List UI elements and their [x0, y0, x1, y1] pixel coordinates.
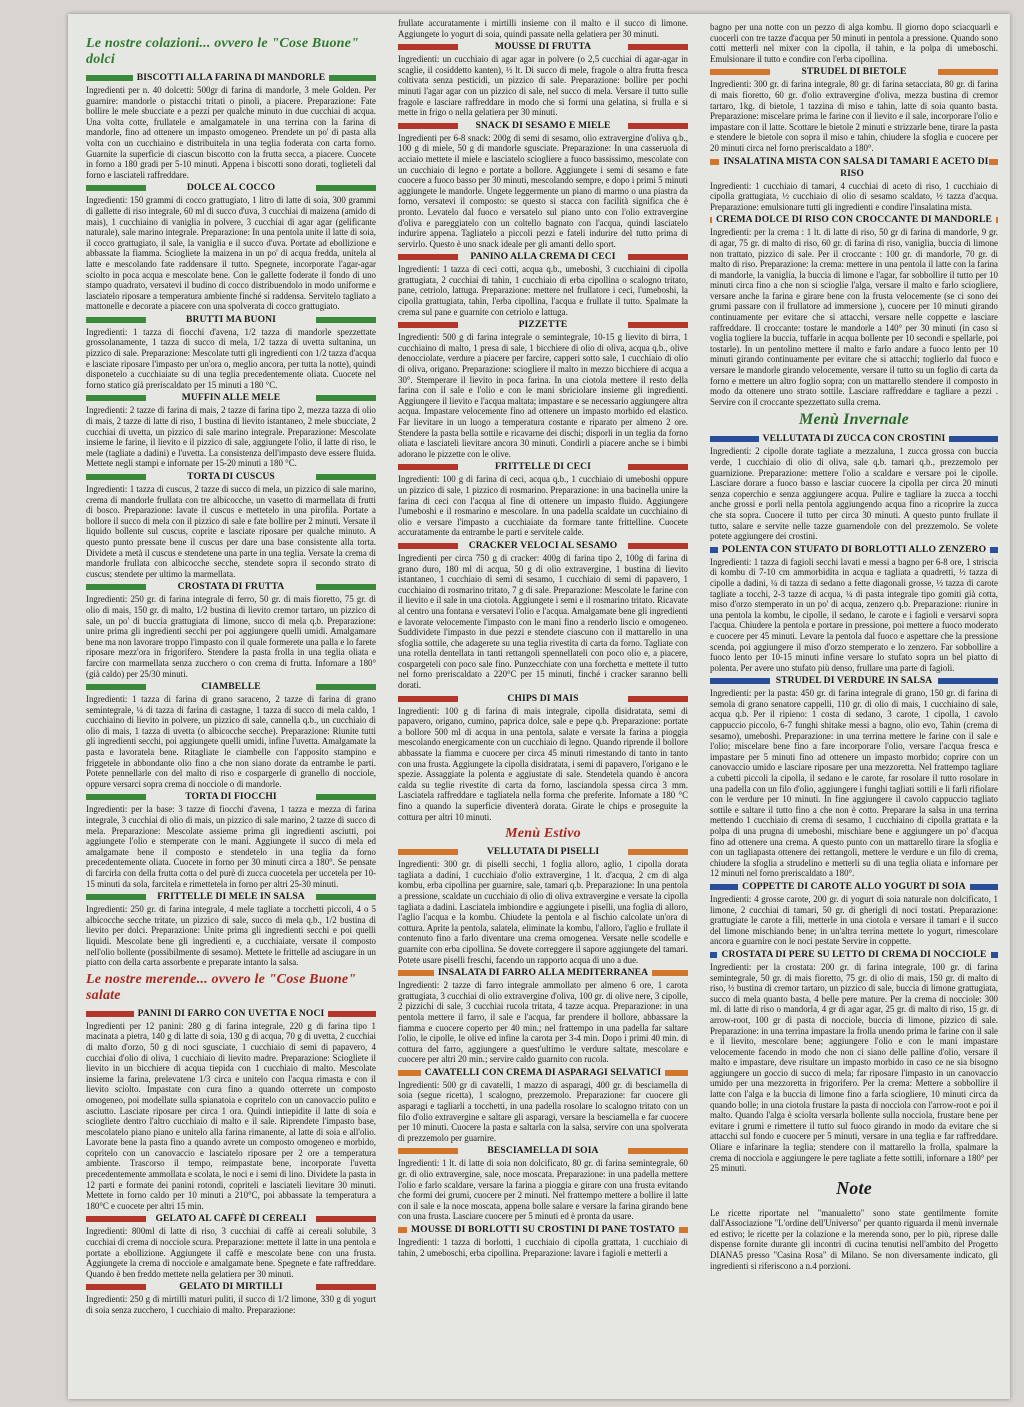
recipe	[398, 120, 688, 250]
recipe-title	[710, 949, 998, 961]
title-bar-right	[316, 395, 376, 401]
recipe-body: Ingredienti: 150 grammi di cocco grattugiato, 1 litro di latte di soia, 300 grammi di gallette di riso integrale, 60 ml di succo d'uva, 3 cucchiai di maizena (amido di mais), 1 cucchiaino di vaniglia in polvere, 3 cucchiai di agar agar (gelificante naturale), sale marino integrale. Preparazione: In una pentola unite il latte di soia, il cocco grattugiato, il sale, la vaniglia e il succo d'uva. Portate ad ebollizione e abbassate la fiamma. Sciogliete la maizena in un po' di acqua fredda, unitela al latte e mescolando fate raddensare il tutto. Spegnete, incorporate l'agar-agar sciolto in poca acqua e mescolate bene. Con le gallette foderate il fondo di uno stampo quadrato, versatevi il budino di cocco distribuendolo in modo uniforme e lasciatelo riposare a temperatura ambiente finché si raddensa. Servitelo tagliato a mattonelle e decorate a piacere con una spolverata di cocco grattugiato.	[86, 195, 376, 312]
column-right	[710, 22, 998, 1280]
title-bar-left	[398, 254, 458, 260]
note-text: Le ricette riportate nel "manualetto" sono state gentilmente fornite dall'Associazione "L'ordine dell'Universo" per quanto riguarda il menù invernale ed estivo; le ricette per la colazione e la merenda sono, per lo più, riprese dalle dispense fornite durante gli incontri di cucina tenutisi nell'ambito del Progetto DIANA5 presso "Casina Rosa" di Milano. Se non diversamente indicato, gli ingredienti si riferiscono a n.4 porzioni.	[710, 1207, 998, 1271]
recipe-title-text: CAVATELLI CON CREMA DI ASPARAGI SELVATICI	[421, 1067, 665, 1078]
title-bar-right	[628, 123, 688, 129]
recipe-body: Ingredienti: 1 tazza di borlotti, 1 cucchiaio di cipolla grattata, 1 cucchiaio di tahin, 2 umeboschi, erba cipollina. Preparazione: lavare i fagioli e metterli a	[398, 1237, 688, 1258]
title-bar-left	[86, 794, 146, 800]
title-bar-right	[316, 1216, 376, 1222]
title-bar-left	[398, 464, 458, 470]
title-bar-right	[316, 794, 376, 800]
recipe-title-text: VELLUTATA DI ZUCCA CON CROSTINI	[759, 433, 950, 444]
recipe	[710, 949, 998, 1174]
recipe	[86, 791, 376, 889]
recipe-body: Ingredienti: 2 cipolle dorate tagliate a mezzaluna, 1 zucca grossa con buccia verde, 1 cucchiaio di olio di oliva, sale q.b. tamari q.b., prezzemolo per guarnizione. Preparazione: mettere l'olio a scaldare e versare poi le cipolle. Lasciare dorare a fuoco basso e lasciar cuocere la cipolla per circa 20 minuti senza coperchio e senza aggiungere acqua. Pulire e tagliare la zucca a tocchi anche grossi e porli nella pentola aggiungendo acqua fino a ricoprire la zucca che sta sopra. Cuocere il tutto per circa 30 minuti. A questo punto frullate il tutto, salare e servite nelle tazze guarnendole con del prezzemolo. Se volete potete aggiungere dei crostini.	[710, 446, 998, 542]
title-bar-left	[398, 1148, 458, 1154]
recipe-title-text: STRUDEL DI BIETOLE	[797, 66, 910, 77]
recipe-body: Ingredienti: 100 g di farina di ceci, acqua q.b., 1 cucchiaio di umeboshi oppure un pizzico di sale, 1 pizzico di rosmarino. Preparazione: in una bacinella unire la farina di ceci con l'acqua al fine di ottenere un impasto fluido. Aggiungere l'umeboshi e il rosmarino e mescolare. In una padella scaldate un cucchiaino di olio e versare l'impasto a cucchiaiate da formare tante frittelline. Cuocete accuratamente da entrambe le parti e servitele calde.	[398, 474, 688, 538]
recipe	[86, 1213, 376, 1279]
recipe-body: Ingredienti: 1 cucchiaio di tamari, 4 cucchiai di aceto di riso, 1 cucchiaio di cipolla grattugiata, ½ cucchiaio di olio di sesamo scaldato, ½ tazza d'acqua. Preparazione: emulsionare tutti gli ingredienti e condire l'insalatina mista.	[710, 180, 998, 212]
recipe-title-text: INSALATINA MISTA CON SALSA DI TAMARI E ACETO DI RISO	[719, 156, 988, 179]
recipe	[710, 433, 998, 541]
recipe	[86, 182, 376, 312]
recipe-title	[398, 319, 688, 331]
recipe-title-text: SNACK DI SESAMO E MIELE	[471, 120, 614, 131]
recipe-title-text: VELLUTATA DI PISELLI	[483, 846, 603, 857]
title-bar-right	[628, 44, 688, 50]
recipe	[86, 471, 376, 579]
title-bar-right	[628, 322, 688, 328]
recipe-title-text: CROSTATA DI FRUTTA	[174, 581, 289, 592]
recipe-body: Ingredienti: 250 gr. di farina integrale, 4 mele tagliate a tocchetti piccoli, 4 o 5 albicocche secche tritate, un pizzico di sale, succo di mela q.b., 1/2 bustina di lievito per dolci. Preparazione: Unite prima gli ingredienti secchi e poi quelli liquidi. Mescolate bene gli ingredienti e, a cucchiaiate, versate il composto nell'olio bollente (possibilmente di sesamo). Mettete le frittelle ad asciugare in un piatto con della carta assorbente e preparate intanto la salsa.	[86, 904, 376, 968]
recipe	[398, 967, 688, 1065]
recipe	[86, 392, 376, 469]
recipe-title-text: CREMA DOLCE DI RISO CON CROCCANTE DI MANDORLE	[712, 214, 996, 225]
title-bar-left	[398, 123, 458, 129]
title-bar-left	[710, 678, 770, 684]
title-bar-right	[628, 464, 688, 470]
recipe	[86, 314, 376, 391]
recipe-title-text: BISCOTTI ALLA FARINA DI MANDORLE	[133, 72, 330, 83]
recipe-body: Ingredienti: 4 grosse carote, 200 gr. di yogurt di soia naturale non dolcificato, 1 limone, 2 cucchiai di tamari, 50 gr. di gherigli di noci tostati. Preparazione: grattugiate le carote a fili, metterle in una ciotola e versare il tamari e il succo del limone mischiando bene; in un'altra terrina mettete lo yogurt, rimescolare ancora e guarnire con le noci pestate Servire in coppette.	[710, 893, 998, 947]
recipe-body: Ingredienti per 6-8 snack: 200g di semi di sesamo, olio extravergine d'oliva q.b., 100 g di miele, 50 g di mandorle sgusciate. Preparazione: In una casseruola di acciaio mettete il miele e lasciatelo sciogliere a fuoco bassissimo, mescolate con un cucchiaio di legno e portate a bollore. Aggiungete i semi di sesamo e fate cuocere a fuoco basso per 30 minuti, mescolando sempre, e dopo i primi 5 minuti aggiungete le mandorle. Ungete leggermente un piano di marmo o una piastra da forno, versatevi il composto: se questo si stacca con facilità significa che è pronto. Levatelo dal fuoco e versatelo sul piano unto con l'olio extravergine d'oliva e pareggiatelo con un coltello bagnato con l'acqua, quindi lasciatelo indurire appena. Tagliatelo a piccoli pezzi e fateli indurire del tutto prima di servirlo. Questo è uno snack ideale per gli amanti dello sport.	[398, 132, 688, 249]
recipe-title	[86, 314, 376, 326]
recipe-title	[710, 881, 998, 893]
section-heading: Menù Invernale	[799, 411, 909, 429]
recipe-title	[86, 182, 376, 194]
recipe-title-text: DOLCE AL COCCO	[183, 182, 279, 193]
recipe	[86, 681, 376, 789]
title-bar-right	[316, 185, 376, 191]
title-bar-right	[316, 894, 376, 900]
title-bar-left	[398, 322, 458, 328]
recipe-title-text: BRUTTI MA BUONI	[182, 314, 280, 325]
title-bar-left	[86, 584, 146, 590]
recipe	[86, 1281, 376, 1315]
section-heading: Le nostre colazioni... ovvero le "Cose Buone" dolci	[86, 36, 360, 67]
recipe-body: Ingredienti: per la base: 3 tazze di fiocchi d'avena, 1 tazza e mezza di farina integrale, 3 cucchiai di olio di mais, un pizzico di sale marino, 2 tazze di succo di mela. Preparazione: Mescolate assieme prima gli ingredienti asciutti, poi aggiungete l'olio e stemperate con le mani. Aggiungete il succo di mela ed amalgamate bene il composto e stendetelo in una teglia da forno precedentemente oliata. Cuocete in forno per 30 minuti circa a 180°. Se pensate di farcirla con della frutta cotta o del purè di zucca cuocetela per uccetela per 10-15 minuti da sola, farcitela e rimettetela in forno per altri 25-30 minuti.	[86, 804, 376, 889]
title-bar-left	[86, 317, 146, 323]
recipe-body: Ingredienti: 500 gr di cavatelli, 1 mazzo di asparagi, 400 gr. di besciamella di soia (segue ricetta), 1 scalogno, prezzemolo. Preparazione: far cuocere gli asparagi e tagliarli a tocchetti, in una padella rosolare lo scalogno tritato con un filo d'olio extravergine e saltare gli asparagi, versare la besciamella e far cuocere per 10 minuti. Cuocere la pasta e saltarla con la salsa, servire con una spolverata di prezzemolo per guarnire.	[398, 1079, 688, 1143]
recipe-body: Ingredienti: 1 tazza di fagioli secchi lavati e messi a bagno per 6-8 ore, 1 striscia di kombu di 7-10 cm ammorbidita in acqua e tagliata a quadretti, ½ tazza di cipolle a dadini, ¼ di tazza di sedano a fette diagonali grosse, ½ tazza di carote tagliate a tocchi, 2-3 tazze di acqua, ¼ di pasta integrale tipo gomiti già cotta, miso d'orzo stemperato in un po' di acqua, zenzero q.b. Preparazione: riunire in una pentola la kombu, le cipolle, il sedano, le carote e i fagioli e versarvi sopra l'acqua. Chiudere la pentola e portare in pressione, poi mettere a fuoco moderato e cuocere per 45 minuti. Levare la pentola dal fuoco e aspettare che la pressione scenda, poi aggiungere il miso d'orzo stemperato e lo zenzero. Far sobbollire a fuoco lento per 10-15 minuti infine versare lo stufato sopra un bel piatto di polenta. Per avere uno stufato più denso, frullare una parte di fagioli.	[710, 556, 998, 673]
recipe	[710, 881, 998, 947]
recipe-title	[86, 1281, 376, 1293]
column-left	[86, 32, 376, 1316]
recipe-title-text: CHIPS DI MAIS	[503, 693, 582, 704]
recipe	[710, 544, 998, 674]
recipe-title	[710, 544, 998, 556]
recipe-title	[398, 693, 688, 705]
title-bar-right	[316, 584, 376, 590]
title-bar-right	[316, 317, 376, 323]
title-bar-left	[86, 185, 146, 191]
recipe-body: Ingredienti: per la pasta: 450 gr. di farina integrale di grano, 150 gr. di farina di semola di grano senatore cappelli, 110 gr. di olio di mais, 1 cucchiaino di sale, acqua q.b. Per il ripieno: 1 costa di sedano, 3 carote, 1 cipolla, 1 cavolo cappuccio piccolo, 6-7 funghi shitake messi a bagno, olio evo, Tahin (crema di sesamo), umeboshi. Preparazione: in una terrina mettere le farine con il sale e l'olio; miscelare bene fino a fare incorporare l'olio, versare l'acqua fresca e impastare per 5 minuti fino ad ottenere un impasto morbido; coprire con un canovaccio umido e lasciare riposare per una mezzoretta. Nel frattempo tagliare a cubetti piccoli la cipolla, il sedano e le carote, far rosolare il tutto rosolare in una padella con un filo d'olio, aggiungere i funghi tagliati sottili e li farli rifiolare con le verdure per 10 minuti. In fine aggiungere il cavolo cappuccio tagliato sottile e saltare il tutto fino a che non è cotto. Preparare la salsa in una terrina mettendo 1 cucchiaio di crema di sesamo, 1 cucchiaino di cipolla grattata e la polpa di una prugna di umeboshi, mischiare bene e aggiungere un po' d'acqua fino ad ottenere una crema. A questo punto con un mattarello tirare la sfoglia e con un tagliapasta ottenere dei rettangoli, mettere le verdure e un filo di crema, chiudere la sfoglia a strudelino e metterli su di una teglia oliata e infornare per 12 minuti nel forno preriscaldato a 180°.	[710, 688, 998, 879]
recipe-body: Ingredienti: 500 g di farina integrale o semintegrale, 10-15 g lievito di birra, 1 cucchiaino di malto, 1 presa di sale, 1 bicchiere di olio di oliva, acqua q.b., olive denocciolate, verdure a piacere per farcire, capperi sotto sale, 1 cucchiaio di olio di oliva, origano. Preparazione: sciogliere il malto in mezzo bicchiere di acqua a 30°. Stemperare il lievito in poca farina. In una ciotola mettere il resto della farina con il sale e l'olio e con le mani sbriciolare insieme gli ingredienti. Aggiungere il lievito e l'acqua maltata; impastare e se necessario aggiungere altra acqua. Impastare velocemente fino ad ottenere un impasto morbido ed elastico. Far lievitare in un luogo a temperatura costante e riparato per almeno 2 ore. Stendere la pasta bella sottile e ricavarne dei dischi; disporli in un teglia da forno oliata e lasciateli lievitare ancora 30 minuti. Condirli a piacere anche se i bimbi adorano le pizzette con le olive.	[398, 332, 688, 459]
recipe-body: Ingredienti: 800ml di latte di riso, 3 cucchiai di caffè ai cereali solubile, 3 cucchiai di crema di nocciole scura. Preparazione: mettete il latte in una pentola e portate a ebollizione. Aggiungete il caffè e mescolate bene con una frusta. Aggiungete la crema di nocciole e amalgamate bene. Spegnete e fate raffreddare. Quando è ben freddo mettete nella gelatiera per 30 minuti.	[86, 1226, 376, 1279]
recipe-title	[86, 1213, 376, 1225]
recipe-body: Ingredienti: 300 gr. di piselli secchi, 1 foglia alloro, aglio, 1 cipolla dorata tagliata a dadini, 1 cucchiaio d'olio extravergine, 1 lt. d'acqua, 2 cm di alga kombu, erba cipollina per guarnire, sale, tamari q.b. Preparazione: In una pentola a pressione, scaldate un cucchiaio di olio di oliva extravergine e versate la cipolla tagliata a dadini. Lasciatela imbiondire e aggiungete i piselli, una foglia di alloro, l'aglio l'acqua e la kombu. Chiudete la pentola e al fischio calcolate un'ora di cottura. Aprite la pentola, salatela, eliminate la kombu, l'alloro, l'aglio e frullate il contenuto fino a farlo diventare una crema omogenea. Versate nelle scodelle e guarnite con erba cipollina. Se dovete correggere il sapore aggiungete del tamari. Potete usare piselli freschi, facendo un rapporto acqua di uno a due.	[398, 859, 688, 965]
recipe-title-text: STRUDEL DI VERDURE IN SALSA	[772, 675, 937, 686]
recipe	[398, 1067, 688, 1144]
recipe-body: Ingredienti: 2 tazze di farro integrale ammollato per almeno 6 ore, 1 carota grattugiata, 3 cucchiai di olio extravergine d'oliva, 100 gr. di olive nere, 3 cipolle, 2 pizzichi di sale, 3 cucchiai rucola tritata, 4 tazze acqua. Preparazione: in una pentola mettere il farro, il sale e l'acqua, far prendere il bollore, abbassare la fiamma e cuocere coperto per 40 min.; nel frattempo in una padella far saltare l'olio, le cipolle, le olive ed infine la carota per 3-4 min. Dopo i primi 40 min. di cottura del farro, aggiungere a quest'ultimo le verdure saltate, mescolare e cuocere per altri 20 min.; servire caldo guarnito con rucola.	[398, 980, 688, 1065]
recipe-title-text: GELATO AL CAFFÈ DI CEREALI	[152, 1213, 311, 1224]
recipe-title-text: POLENTA CON STUFATO DI BORLOTTI ALLO ZENZERO	[718, 544, 990, 555]
column-middle	[398, 18, 688, 1258]
title-bar-left	[86, 1284, 146, 1290]
recipe-title	[710, 156, 998, 180]
recipe-title-text: MOUSSE DI FRUTTA	[491, 41, 595, 52]
recipe-title-text: CRACKER VELOCI AL SESAMO	[465, 540, 622, 551]
recipe	[398, 1224, 688, 1258]
recipe-title-text: GELATO DI MIRTILLI	[175, 1281, 286, 1292]
title-bar-left	[86, 894, 146, 900]
recipe-title	[398, 1145, 688, 1157]
recipe	[86, 891, 376, 968]
title-bar-right	[316, 684, 376, 690]
recipe	[398, 1145, 688, 1222]
recipe-body: Ingredienti: 1 tazza di ceci cotti, acqua q.b., umeboshi, 3 cucchiaini di cipolla grattugiata, 2 cucchiai di tahin, 1 cucchiaio di erba cipollina o scalogno tritato, pane, cetriolo, lattuga. Preparazione: mettere nel frullatore i ceci, l'umeboshi, la cipolla grattugiata, tahin, l'erba cipollina, l'acqua e frullate il tutto. Spalmate la crema sul pane e guarnite con cetriolo e lattuga.	[398, 264, 688, 317]
title-bar-right	[628, 696, 688, 702]
recipe-title	[398, 540, 688, 552]
recipe-title	[86, 471, 376, 483]
recipe	[86, 581, 376, 679]
recipe-body: Ingredienti: 100 g di farina di mais integrale, cipolla disidratata, semi di papavero, origano, cumino, paprica dolce, sale e pepe q.b. Preparazione: portate a bollore 500 ml di acqua in una pentola, salate e versate la farina a pioggia mescolando energicamente con un cucchiaio di legno. Quando riprende il bollore abbassate la fiamma e cuocere per circa 45 minuti rimestando di tanto in tanto con una frusta. Aggiungete la cipolla disidratata, i semi di papavero, l'origano e le spezie. Assaggiate la polenta e aggiustate di sale. Stendetela quando è ancora calda su teglie rivestite di carta da forno, lasciandola spessa circa 3 mm. Lasciatela raffreddare e tagliatela nella forma che preferite. Infornate a 180 °C fino a quando la superficie diventerà dorata. Girate le chips e proseguite la cottura per altri 10 minuti.	[398, 705, 688, 822]
title-bar-right	[628, 543, 688, 549]
recipe-title	[398, 461, 688, 473]
recipe-title-text: BESCIAMELLA DI SOIA	[483, 1145, 602, 1156]
section-heading: Le nostre merende... ovvero le "Cose Buone" salate	[86, 971, 357, 1003]
title-bar-right	[316, 474, 376, 480]
recipe	[710, 66, 998, 153]
recipe-body: Ingredienti: 1 lt. di latte di soia non dolcificato, 80 gr. di farina semintegrale, 60 gr. di olio extravergine, sale, noce moscata. Preparazione: in una padella mettere l'olio e farlo scaldare, versare la farina a pioggia e girare con una frusta evitando che formi dei grumi, cuocere per 2 minuti. Nel frattempo mettere a bollire il latte con il sale e la noce moscata, appena bolle salare e versare la farina girando bene con una frusta. Lasciare cuocere per 5 minuti ed è pronta da usare.	[398, 1158, 688, 1222]
title-bar-left	[398, 696, 458, 702]
recipe	[398, 41, 688, 118]
recipe-title-text: INSALATA DI FARRO ALLA MEDITERRANEA	[434, 967, 652, 978]
recipe	[710, 156, 998, 213]
title-bar-left	[398, 543, 458, 549]
title-bar-right	[938, 678, 998, 684]
recipe-title-text: FRITTELLE DI CECI	[491, 461, 595, 472]
recipe	[398, 319, 688, 459]
title-bar-left	[398, 44, 458, 50]
recipe-title	[86, 1008, 376, 1020]
recipe	[398, 461, 688, 538]
recipe-title	[710, 214, 998, 226]
recipe	[710, 675, 998, 879]
title-bar-right	[316, 1284, 376, 1290]
document-page	[68, 14, 1010, 1399]
recipe-body: Ingredienti: 250 gr. di farina integrale di ferro, 50 gr. di mais fioretto, 75 gr. di olio di mais, 150 gr. di malto, 1/2 bustina di lievito cremor tartaro, un pizzico di sale, un po' di buccia grattugiata di limone, succo di mela q.b. Preparazione: unire prima gli ingredienti secchi per poi aggiungere quelli umidi. Amalgamare bene ma non lavorare troppo l'impasto con il quale formerete una palla e lo farete riposare mezz'ora in frigorifero. Stendere la pasta frolla in una teglia oliata e farcire con marmellata senza zucchero o con crema di frutta. Infornare a 180° (già caldo) per 25/30 minuti.	[86, 594, 376, 679]
recipe-body: Ingredienti: un cucchiaio di agar agar in polvere (o 2,5 cucchiai di agar-agar in scaglie, il cosiddetto kanten), ½ lt. Di succo di mele, fragole o altra frutta fresca coltivata senza pesticidi, un pizzico di sale. Preparazione: bollire per pochi minuti l'agar agar con un pizzico di sale, nel succo di mela. Versare il tutto sulle fragole e lasciare raffreddare in modo che si formi una gelatina, si frulla e si mette in frigo o nella gelatiera per 30 minuti.	[398, 54, 688, 118]
recipe-title	[86, 891, 376, 903]
title-bar-left	[86, 1216, 146, 1222]
title-bar-right	[628, 254, 688, 260]
recipe-title-text: TORTA DI FIOCCHI	[181, 791, 281, 802]
recipe-title	[710, 66, 998, 78]
recipe	[86, 1008, 376, 1212]
recipe-title-text: TORTA DI CUSCUS	[183, 471, 279, 482]
title-bar-right	[628, 1148, 688, 1154]
recipe-title	[398, 120, 688, 132]
recipe-title	[398, 1224, 688, 1236]
recipe-body: Ingredienti per circa 750 g di cracker: 400g di farina tipo 2, 100g di farina di grano duro, 180 ml di acqua, 50 g di olio extravergine, 1 bustina di lievito istantaneo, 1 cucchiaio di semi di sesamo, 1 cucchiaio di semi di papavero, 1 cucchiaino di rosmarino tritato, 7 g di sale. Preparazione: Mescolate le farine con il lievito e il sale in una ciotola. Aggiungete i semi e il rosmarino tritato. Ricavate al centro una fontana e versatevi l'olio e l'acqua. Amalgamate bene gli ingredienti e lavorate velocemente l'impasto con le mani fino a renderlo liscio e omogeneo. Suddividete l'impasto in due pezzi e stendete ciascuno con il mattarello in una sfoglia sottile, che adagerete su una teglia rivestita di carta da forno. Tagliate con una rotella dentellata in tanti rettangoli spennellateli con poco olio e, a piacere, cospargeteli con poco sale fino. Punzecchiate con una forchetta e mettete il tutto nel forno preriscaldato a 220°C per 15 minuti, finché i cracker saranno belli dorati.	[398, 552, 688, 691]
recipe-title-text: MUFFIN ALLE MELE	[178, 392, 285, 403]
recipe-title	[86, 681, 376, 693]
title-bar-left	[398, 849, 458, 855]
recipe-title-text: PIZZETTE	[515, 319, 572, 330]
section-heading: Menù Estivo	[505, 826, 581, 842]
recipe-title	[86, 392, 376, 404]
recipe-body: Ingredienti per n. 40 dolcetti: 500gr di farina di mandorle, 3 mele Golden. Per guarnire: mandorle o pistacchi tritati o pinoli, a piacere. Preparazione: Fate bollire le mele sbucciate e a pezzi per qualche minuto in due cucchiai di acqua. Una volta cotte, frullatele e amalgamatele in una terrina con la farina di mandorle, fino ad ottenere un impasto omogeneo. Prendete un po' di pasta alla volta con un cucchiaino e distribuitela in una teglia foderata con carta forno. Guarnite la superficie di ciascun biscotto con la frutta secca, a piacere. Cuocete in forno a 180 gradi per 5-10 minuti. Appena i biscotti sono dorati, toglieteli dal forno e lasciateli raffreddare.	[86, 85, 376, 180]
recipe-title-text: PANINO ALLA CREMA DI CECI	[466, 251, 619, 262]
recipe-title-text: MOUSSE DI BORLOTTI SU CROSTINI DI PANE TOSTATO	[407, 1224, 679, 1235]
recipe	[398, 251, 688, 317]
recipe-title	[398, 251, 688, 263]
recipe	[710, 214, 998, 407]
section-heading: Note	[836, 1177, 872, 1198]
title-bar-left	[86, 395, 146, 401]
recipe-body: Ingredienti: 250 g di mirtilli maturi puliti, il succo di 1/2 limone, 330 g di yogurt di soia senza zucchero, 1 cucchiaio di malto. Preparazione:	[86, 1294, 376, 1315]
recipe-body: Ingredienti: 1 tazza di fiocchi d'avena, 1/2 tazza di mandorle spezzettate grossolanamente, 1 tazza di succo di mela, 1/2 tazza di uvetta sultanina, un pizzico di sale. Preparazione: Mescolate tutti gli ingredienti con 1/2 tazza d'acqua e lasciate riposare l'impasto per un'ora o, meglio ancora, per tutta la notte), quindi disponetelo a cucchiaiate su di una teglia precedentemente oliata. Cuocete nel forno statico già preriscaldato per 15 minuti a 180 °C.	[86, 326, 376, 390]
recipe-body: Ingredienti: per la crostata: 200 gr. di farina integrale, 100 gr. di farina semintegrale, 50 gr. di mais fioretto, 75 gr. di olio di mais, 150 gr. di malto di riso, ½ bustina di cremor tartaro, un pizzico di sale, buccia di limone grattugiata, succo di mela quanto basta, 4 belle pere mature. Per la crema di nocciole: 300 ml. di latte di riso o mandorla, 4 gr di agar agar, 25 gr. di malto di riso, 15 gr. di arrow-root, 100 gr di pasta di nocciole, buccia di limone, pizzico di sale. Preparazione: in una terrina impastare la frolla unendo prima le farine con il sale e il lievito, mescolare bene; aggiungere l'olio e con le mani impastare velocemente facendo in modo che non ci siano delle palline d'olio, versare il malto e impastare, deve risultare un impasto morbido in caso ce ne sia bisogno aggiungere un goccio di succo di mela; far riposare l'impasto in un canovaccio umido per una mezzoretta in frigorifero. Per la crema: Mettere a sobbollire il latte con l'alga e la buccia di limone fino a farla sciogliere, 10 minuti circa da quando bolle; in una ciotola frustare la pasta di nocciola con l'arrow-root e poi il malto. Quando l'alga è sciolta versarla bollente sulla nocciola, frustare bene per evitare i grumi e rimettere il tutto sul fuoco girando in modo da evitare che si attacchi sul fondo e cuocere per 5 minuti, versare in una teglia e far raffreddare. Oliare e infarinare la teglia; stendere con il mattarello la frolla, spalmare la crema di nocciola e aggiungere le pere tagliate a fette sottili, infornare a 180° per 25 minuti.	[710, 961, 998, 1174]
recipe-body: Ingredienti per 12 panini: 280 g di farina integrale, 220 g di farina tipo 1 macinata a pietra, 140 g di latte di soia, 130 g di acqua, 70 g di uvetta, 2 cucchiai di malto d'orzo, 50 g di noci sgusciate, 1 cucchiaio di semi di papavero, 4 cucchiai d'olio di oliva, 1 cucchiaio di lievito madre. Preparazione: Sciogliete il lievito in un bicchiere di acqua tiepida con 1 cucchiaio di malto. Mescolate insieme la farina, prelevatene 1/3 circa e unitelo con l'acqua rimasta e con il lievito sciolto. Impastate con cura fino a quando otterrete un composto omogeneo, poi modellate sulla spianatoia e copritelo con un canovaccio pulito e asciutto. Lasciate riposare per circa 1 ora. Quindi intiepidite il latte di soia e sciogliete dentro l'altro cucchiaio di malto e il sale. Riprendete l'impasto base, mescolatelo piano piano e unitelo alla farina rimanente, al latte di soia e all'olio. Lavorate bene la pasta fino a quando avrete un composto omogeneo e morbido, copritelo con un canovaccio e lasciatelo riposare per 2 ore a temperatura ambiente. Trascorso il tempo, reimpastate bene, incorporate l'uvetta precedentemente ammollata e scolata, le noci e i semi di lino. Dividete la pasta in 12 parti e formate dei panini rotondi, copriteli e lasciateli lievitare 30 minuti. Mettete in forno caldo per 10 minuti a 210°C, poi abbassate la temperatura a 180°C e cuocete per altri 15 min.	[86, 1020, 376, 1211]
recipe-body-continued: bagno per una notte con un pezzo di alga kombu. Il giorno dopo sciacquarli e cuocerli con tre tazze d'acqua per 50 minuti in pentola a pressione. Quando sono cotti metterli nel mixer con la cipolla, il tahin, e la polpa di umeboschi. Emulsionare il tutto e condire con l'erba cipollina.	[710, 22, 998, 64]
title-bar-left	[86, 474, 146, 480]
recipe-title	[398, 846, 688, 858]
recipe	[398, 693, 688, 823]
recipe-body: Ingredienti: 2 tazze di farina di mais, 2 tazze di farina tipo 2, mezza tazza di olio di mais, 2 tazze di latte di riso, 1 bustina di lievito istantaneo, 2 mele sbucciate, 2 cucchiai di uvetta, un pizzico di sale marino integrale. Preparazione: Mescolate insieme le farine, il lievito e il pizzico di sale, aggiungete l'olio, il latte di riso, le mele (tagliate a dadini) e l'uvetta. La consistenza dell'impasto deve essere fluida. Mettete negli stampi e infornate per 15-20 minuti a 180 °C.	[86, 405, 376, 469]
recipe-title	[86, 791, 376, 803]
recipe-body: Ingredienti: per la crema : 1 lt. di latte di riso, 50 gr di farina di mandorle, 9 gr. di agar, 75 gr. di malto di riso, 60 gr. di farina di riso, vaniglia, buccia di limone non trattato, pizzico di sale. Per il croccante : 100 gr. di mandorle, 70 gr. di malto di riso. Preparazione: la crema: mettere in una pentola il latte con la farina di mandorle, la vaniglia, la buccia di limone e l'agar, far sobbollire il tutto per 10 minuti circa fino a che non si scioglie l'alga, versare il malto e farlo sciogliere, versare anche la farina e girare bene con la frusta velocemente (se ci sono dei grumi passare con il frullatore ad immersione ), cuocere per 10 minuti girando continuamente per evitare che si attacchi, versare nelle coppette e lasciare raffreddare. Il croccante: tostare le mandorle a 140° per 30 minuti (in caso si voglia togliere la buccia, tuffarle in acqua bollente per 10 secondi e spellarle, poi tostarle). In un pentolino mettere il malto e farlo andare a fuoco lento per 10 minuti girando continuamente per evitare che si attacchi; toglierlo dal fuoco e versare le mandorle girando velocemente, versare il tutto su un foglio di carta da forno e mettere un altro foglio sopra; con un mattarello stendere il composto in modo da ottenere uno strato sottile. Lasciare raffreddare e tagliare a pezzi . Servire con il croccante spezzettato sulla crema.	[710, 227, 998, 407]
recipe-title	[86, 581, 376, 593]
recipe-title-text: COPPETTE DI CAROTE ALLO YOGURT DI SOIA	[738, 881, 970, 892]
recipe-title	[710, 675, 998, 687]
recipe-body: Ingredienti: 1 tazza di farina di grano saraceno, 2 tazze di farina di grano semintegrale, ¼ di tazza di farina di castagne, 1 tazza di succo di mela caldo, 1 cucchiaino di lievito in polvere, un pizzico di sale, cannella q.b., un cucchiaio di olio di mais, 1 tazza di uvetta (o albicocche secche). Preparazione: Riunite tutti gli ingredienti secchi, poi aggiungete quelli umidi, infine l'uvetta. Amalgamate la pasta e lavoratela bene. Ritagliate le ciambelle con l'apposito stampino e friggetele in abbondante olio fino a che non siano dorate da entrambe le parti. Potete pennellarle con del malto di riso e cospargerle di granello di nocciole, oppure versarci sopra crema di nocciole o di mandorle.	[86, 694, 376, 789]
recipe	[398, 540, 688, 691]
title-bar-left	[86, 684, 146, 690]
title-bar-right	[938, 69, 998, 75]
recipe-title	[398, 967, 688, 979]
recipe-body: Ingredienti: 300 gr. di farina integrale, 80 gr. di farina setacciata, 80 gr. di farina di mais fioretto, 60 gr. d'olio extravergine d'oliva, mezza bustina di cremor tartaro, 1kg. di bietole, 1 tazzina di miso e tahin, latte di soia quanto basta. Preparazione: miscelare prima le farine con il lievito e il sale, incorporare l'olio e impastare con il latte. Scottare le bietole 2 minuti e strizzarle bene, tirare la pasta e stendere le bietole con sopra il miso e tahin, chiudere la sfoglia e cuocere per 20 minuti circa nel forno preriscaldato a 180°.	[710, 79, 998, 153]
recipe	[86, 72, 376, 180]
recipe	[398, 846, 688, 965]
title-bar-right	[628, 849, 688, 855]
recipe-title	[398, 41, 688, 53]
recipe-body-continued: frullate accuratamente i mirtilli insieme con il malto e il succo di limone. Aggiungete lo yogurt di soia, quindi passate nella gelatiera per 30 minuti.	[398, 18, 688, 39]
title-bar-left	[710, 69, 770, 75]
recipe-title-text: CIAMBELLE	[197, 681, 265, 692]
recipe-title	[710, 433, 998, 445]
recipe-title-text: CROSTATA DI PERE SU LETTO DI CREMA DI NOCCIOLE	[717, 949, 990, 960]
recipe-title-text: FRITTELLE DI MELE IN SALSA	[153, 891, 309, 902]
recipe-title	[398, 1067, 688, 1079]
recipe-title	[86, 72, 376, 84]
recipe-body: Ingredienti: 1 tazza di cuscus, 2 tazze di succo di mela, un pizzico di sale marino, crema di mandorle frullata con tre albicocche, un vasetto di marmellata di frutti di bosco. Preparazione: lavate il cuscus e mettetelo in una pirofila. Portate a bollore il succo di mela con il pizzico di sale e fate bollire per 2 minuti. Versate il liquido bollente sul cuscus, coprite e lasciate riposare per qualche minuto. A questo punto pressate bene il cuscus per dare una base consistente alla torta. Dividete a metà il cuscus e stendetene una parte in una teglia. Versate la crema di mandorle frullata con albicocche secche, stendete sopra il secondo strato di cuscus; stendete per ultimo la marmellata.	[86, 484, 376, 579]
recipe-title-text: PANINI DI FARRO CON UVETTA E NOCI	[134, 1008, 329, 1019]
